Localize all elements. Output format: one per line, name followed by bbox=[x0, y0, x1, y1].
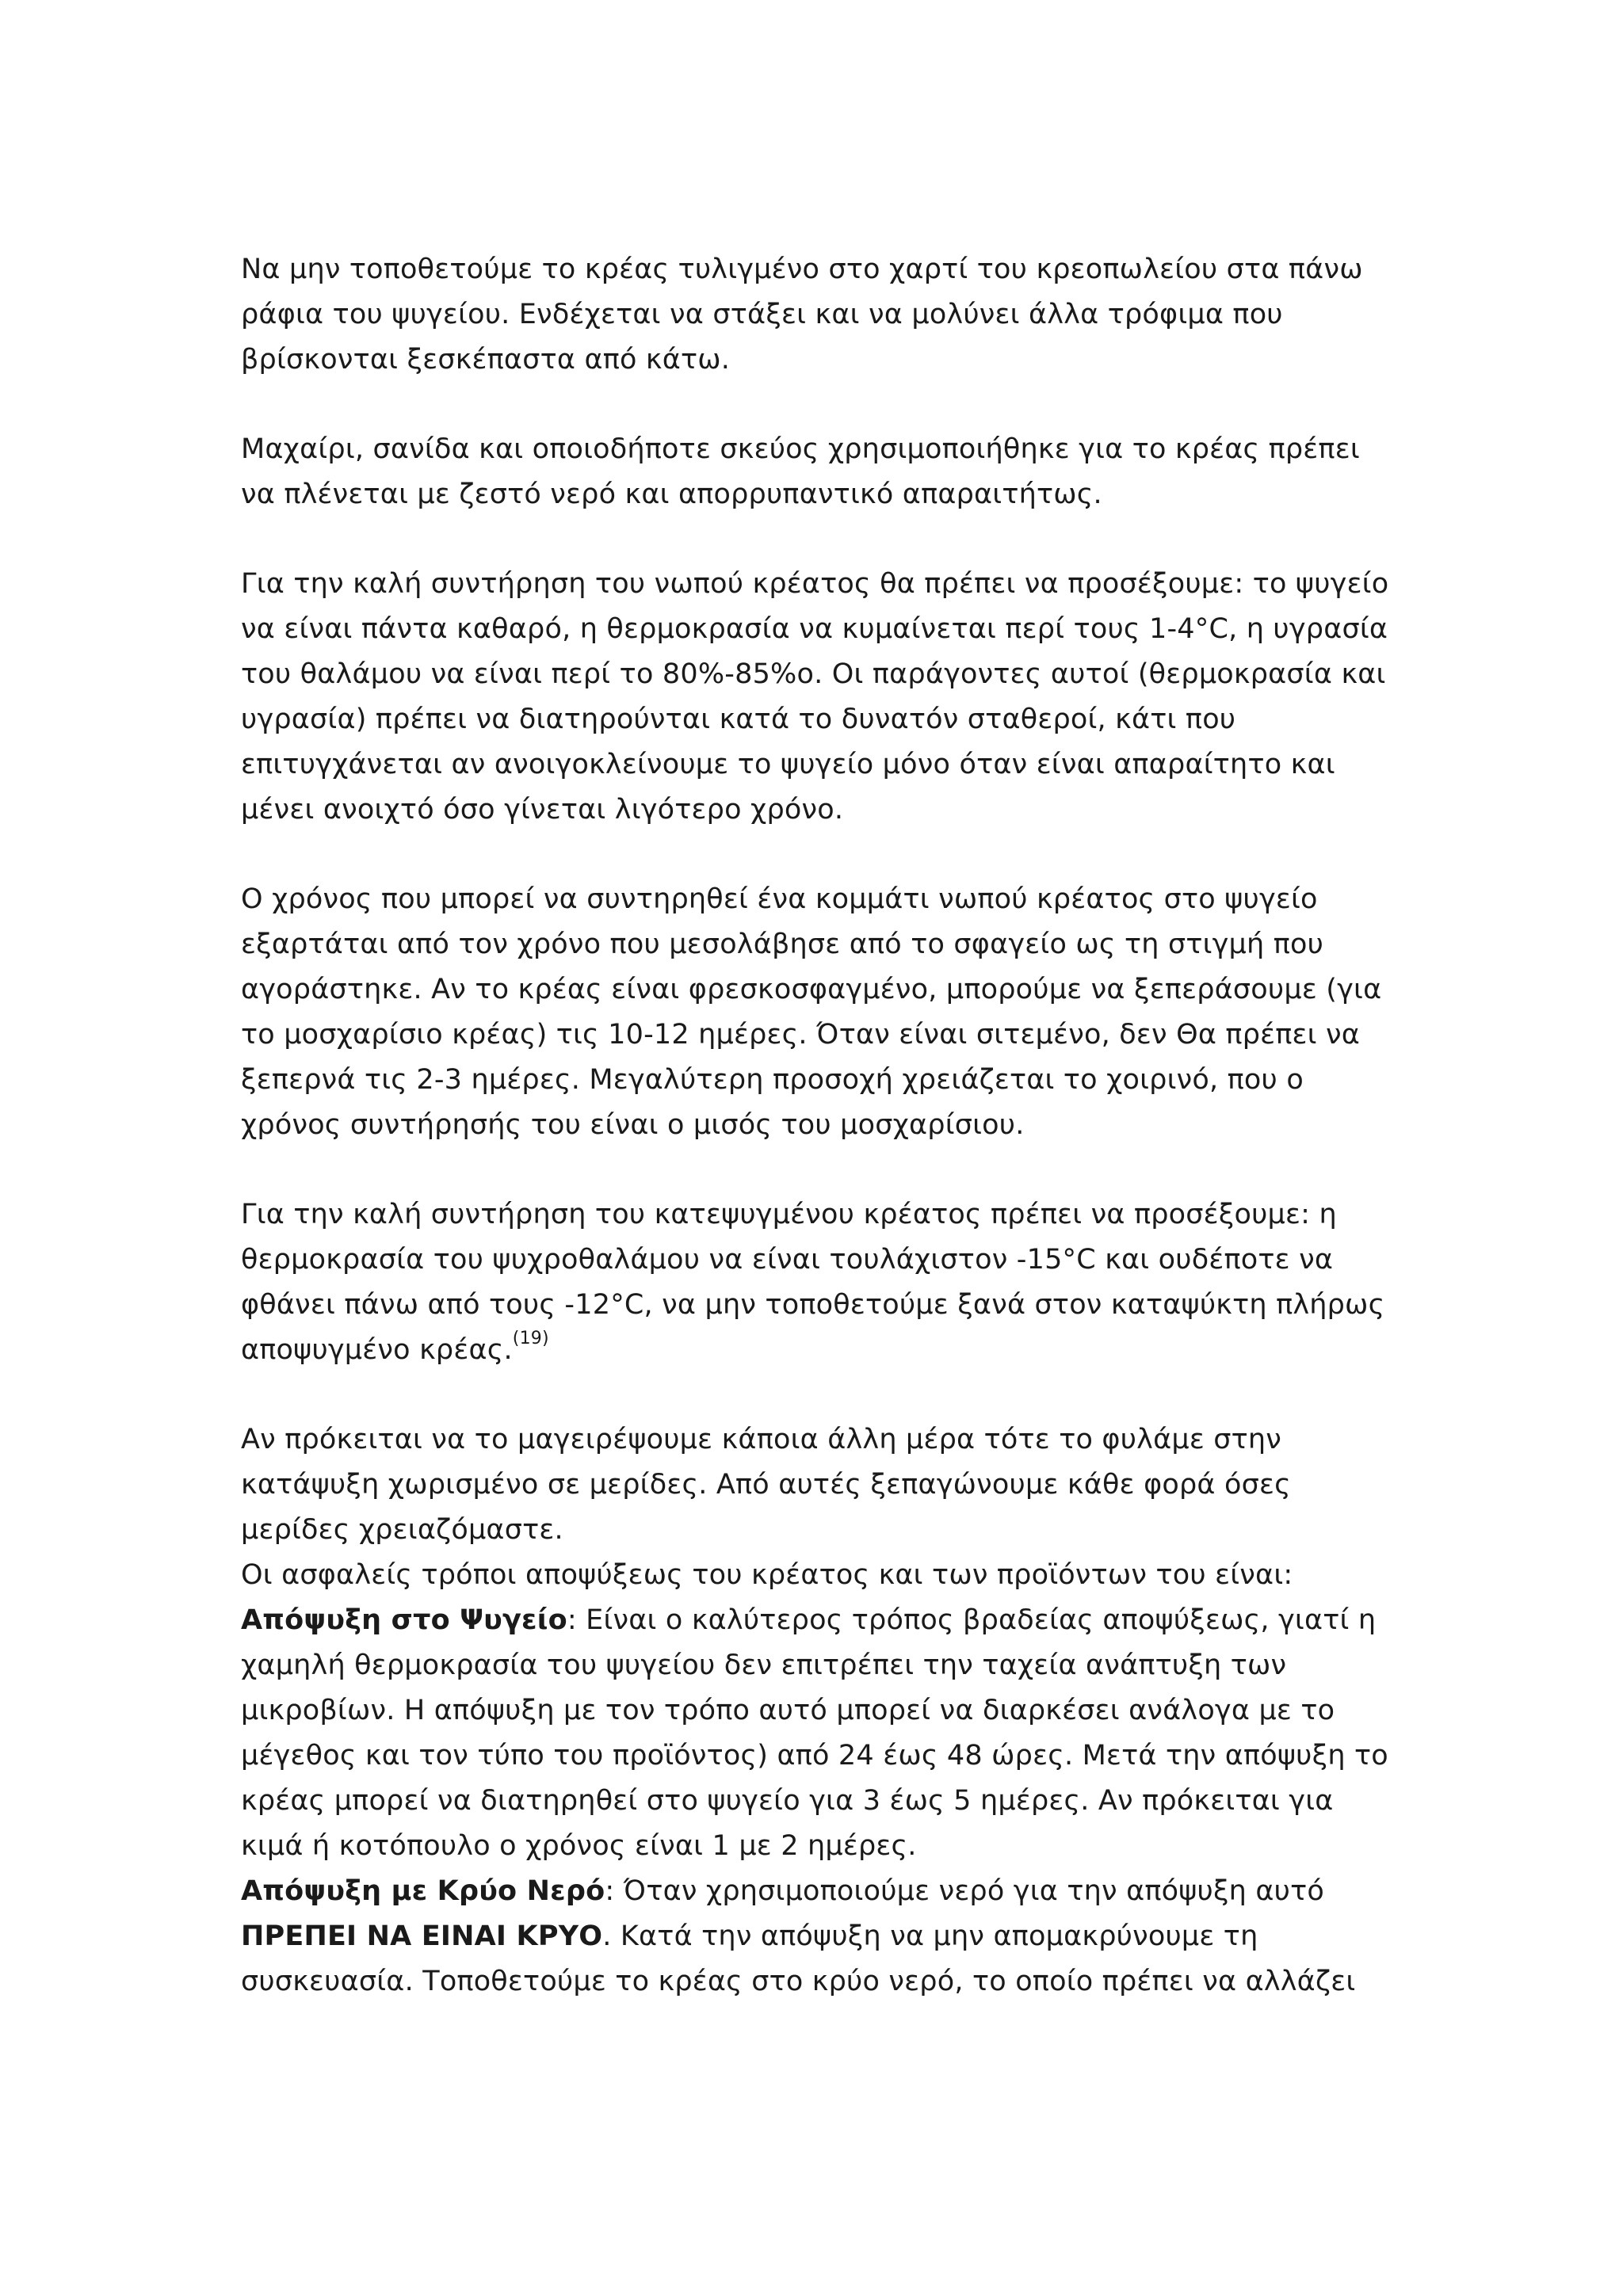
paragraph-fresh-meat-storage bbox=[241, 562, 1392, 833]
paragraph-thawing-cold-water bbox=[241, 1869, 1392, 2004]
cold-water-emphasis: ΠΡΕΠΕΙ ΝΑ ΕΙΝΑΙ ΚΡΥΟ bbox=[241, 1920, 603, 1952]
paragraph-text: Για την καλή συντήρηση του κατεψυγμένου κρέατος πρέπει να προσέξουμε: η θερμοκρασία του ψυχροθαλάμου να είναι τουλάχιστον -15°C και ουδέποτε να φθάνει πάνω από τους -12°C, να μην τοποθετούμε ξανά στον καταψύκτη πλήρως αποψυγμένο κρέας. bbox=[241, 1199, 1385, 1366]
thawing-cold-water-heading: Απόψυξη με Κρύο Νερό bbox=[241, 1875, 605, 1907]
paragraph-text: Για την καλή συντήρηση του νωπού κρέατος θα πρέπει να προσέξουμε: το ψυγείο να είναι πάντα καθαρό, η θερμοκρασία να κυμαίνεται περί τους 1-4°C, η υγρασία του θαλάμου να είναι περί το 80%-85%ο. Οι παράγοντες αυτοί (θερμοκρασία και υγρασία) πρέπει να διατηρούνται κατά το δυνατόν σταθεροί, κάτι που επιτυγχάνεται αν ανοιγοκλείνουμε το ψυγείο μόνο όταν είναι απαραίτητο και μένει ανοιχτό όσο γίνεται λιγότερο χρόνο. bbox=[241, 568, 1389, 826]
paragraph-portioning bbox=[241, 1417, 1392, 1553]
paragraph-text: Μαχαίρι, σανίδα και οποιοδήποτε σκεύος χρησιμοποιήθηκε για το κρέας πρέπει να πλένεται με ζεστό νερό και απορρυπαντικό απαραιτήτως. bbox=[241, 433, 1360, 510]
paragraph-frozen-meat-storage bbox=[241, 1192, 1392, 1373]
paragraph-text: Ο χρόνος που μπορεί να συντηρηθεί ένα κομμάτι νωπού κρέατος στο ψυγείο εξαρτάται από τον χρόνο που μεσολάβησε από το σφαγείο ως τη στιγμή που αγοράστηκε. Αν το κρέας είναι φρεσκοσφαγμένο, μπορούμε να ξεπεράσουμε (για το μοσχαρίσιο κρέας) τις 10-12 ημέρες. Όταν είναι σιτεμένο, δεν Θα πρέπει να ξεπερνά τις 2-3 ημέρες. Μεγαλύτερη προσοχή χρειάζεται το χοιρινό, που ο χρόνος συντήρησής του είναι ο μισός του μοσχαρίσιου. bbox=[241, 883, 1382, 1141]
paragraph-fresh-meat-duration bbox=[241, 877, 1392, 1148]
paragraph-text: . Κατά την απόψυξη να μην απομακρύνουμε τη συσκευασία. Τοποθετούμε το κρέας στο κρύο νερό, το οποίο πρέπει να αλλάζει bbox=[241, 1920, 1356, 1997]
paragraph-text: : Είναι ο καλύτερος τρόπος βραδείας αποψύξεως, γιατί η χαμηλή θερμοκρασία του ψυγείου δεν επιτρέπει την ταχεία ανάπτυξη των μικροβίων. Η απόψυξη με τον τρόπο αυτό μπορεί να διαρκέσει ανάλογα με το μέγεθος και τον τύπο του προϊόντος) από 24 έως 48 ώρες. Μετά την απόψυξη το κρέας μπορεί να διατηρηθεί στο ψυγείο για 3 έως 5 ημέρες. Αν πρόκειται για κιμά ή κοτόπουλο ο χρόνος είναι 1 με 2 ημέρες. bbox=[241, 1604, 1388, 1862]
paragraph-utensil-cleaning bbox=[241, 427, 1392, 517]
thawing-fridge-heading: Απόψυξη στο Ψυγείο bbox=[241, 1604, 567, 1636]
paragraph-thawing-intro bbox=[241, 1553, 1392, 1598]
paragraph-text: Οι ασφαλείς τρόποι αποψύξεως του κρέατος και των προϊόντων του είναι: bbox=[241, 1559, 1293, 1591]
document-body bbox=[241, 247, 1392, 2004]
footnote-reference: (19) bbox=[512, 1329, 549, 1349]
paragraph-text: Να μην τοποθετούμε το κρέας τυλιγμένο στο χαρτί του κρεοπωλείου στα πάνω ράφια του ψυγείου. Ενδέχεται να στάξει και να μολύνει άλλα τρόφιμα που βρίσκονται ξεσκέπαστα από κάτω. bbox=[241, 254, 1363, 376]
paragraph-text: : Όταν χρησιμοποιούμε νερό για την απόψυξη αυτό bbox=[605, 1875, 1325, 1907]
paragraph-thawing-fridge bbox=[241, 1598, 1392, 1869]
paragraph-meat-wrapping bbox=[241, 247, 1392, 383]
paragraph-text: Αν πρόκειται να το μαγειρέψουμε κάποια άλλη μέρα τότε το φυλάμε στην κατάψυξη χωρισμένο σε μερίδες. Από αυτές ξεπαγώνουμε κάθε φορά όσες μερίδες χρειαζόμαστε. bbox=[241, 1424, 1291, 1546]
